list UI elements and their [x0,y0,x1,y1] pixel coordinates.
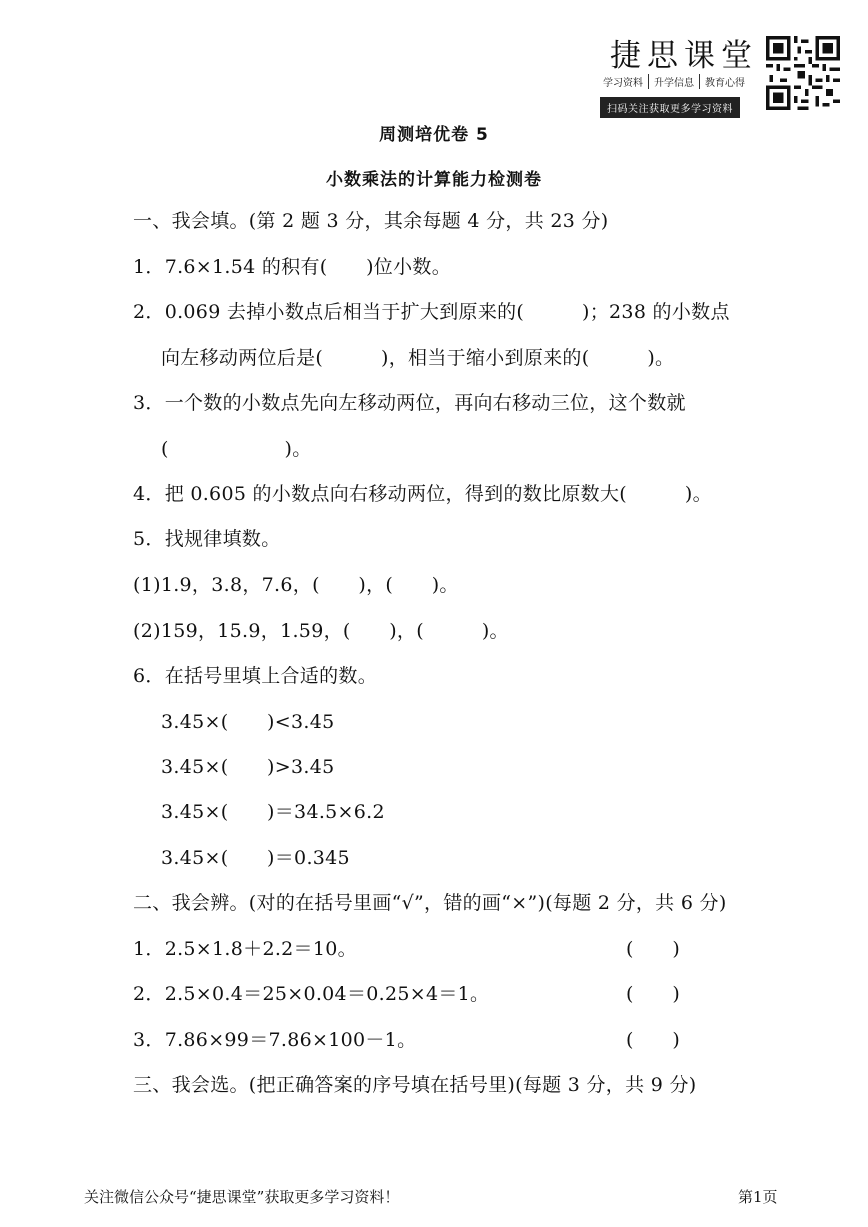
brand-tag: 升学信息 [649,74,700,89]
question-line: (1)1.9，3.8，7.6，( )，( )。 [133,574,459,596]
brand-name: 捷思课堂 [610,38,758,74]
question-line: 3．7.86×99＝7.86×100－1。 [133,1029,417,1051]
question-line: 1．2.5×1.8＋2.2＝10。 [133,938,357,960]
brand-tag: 学习资料 [598,74,649,89]
section-heading: 二、我会辨。(对的在括号里画“√”，错的画“×”)(每题 2 分，共 6 分) [133,892,727,914]
brand-tags [598,74,750,89]
paper-title: 周测培优卷 5 [379,125,489,145]
question-line: 3.45×( )>3.45 [161,756,335,778]
question-line: ( )。 [161,438,312,460]
question-line: 3.45×( )＝0.345 [161,847,350,869]
question-line: 2．0.069 去掉小数点后相当于扩大到原来的( )；238 的小数点 [133,301,730,323]
answer-bracket: ( ) [626,1029,681,1051]
question-line: 3.45×( )<3.45 [161,711,335,733]
answer-bracket: ( ) [626,983,681,1005]
answer-bracket: ( ) [626,938,681,960]
question-line: 6．在括号里填上合适的数。 [133,665,377,687]
question-line: 向左移动两位后是( )，相当于缩小到原来的( )。 [161,347,675,369]
question-line: 4．把 0.605 的小数点向右移动两位，得到的数比原数大( )。 [133,483,712,505]
question-line: 3.45×( )＝34.5×6.2 [161,801,385,823]
question-line: 3．一个数的小数点先向左移动两位，再向右移动三位，这个数就 [133,392,686,414]
qr-code-icon [766,36,840,114]
footer-note: 关注微信公众号“捷思课堂”获取更多学习资料！ [84,1188,400,1206]
question-line: (2)159，15.9，1.59，( )，( )。 [133,620,509,642]
page-number: 第1页 [738,1188,778,1206]
question-line: 2．2.5×0.4＝25×0.04＝0.25×4＝1。 [133,983,490,1005]
section-heading: 三、我会选。(把正确答案的序号填在括号里)(每题 3 分，共 9 分) [133,1074,697,1096]
question-line: 1．7.6×1.54 的积有( )位小数。 [133,256,451,278]
brand-cta: 扫码关注获取更多学习资料 [600,97,740,118]
paper-subtitle: 小数乘法的计算能力检测卷 [326,170,542,190]
question-line: 5．找规律填数。 [133,528,281,550]
section-heading: 一、我会填。(第 2 题 3 分，其余每题 4 分，共 23 分) [133,210,609,232]
brand-tag: 教育心得 [705,78,745,89]
